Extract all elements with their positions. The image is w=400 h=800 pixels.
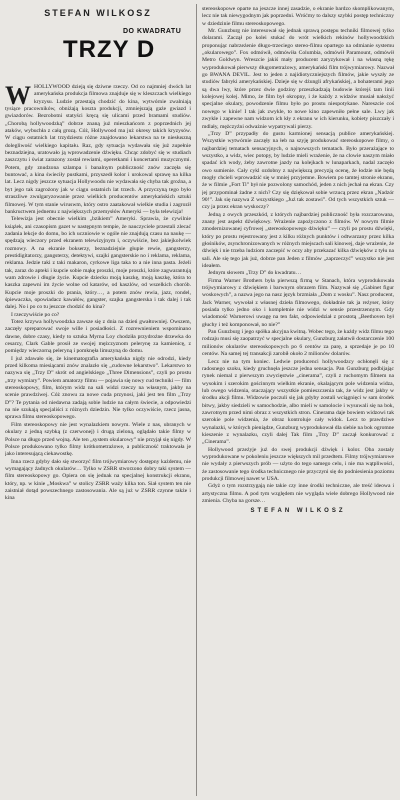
paragraph: Firma Warner Brothers była pierwszą firmą w Stanach, która wyprodukowała trójwymiarowy z dźwiękiem i barwnym obrazem film. Nazywał się „Gabinet figur woskowych”, a nazwa jego na nasz język brzmiała „Dom z wosku”. Nasz producent, Jack Warner, wywołał z własnej dzieła filmowego, dokładnie tak ja reżyser, który posiada tylko jedno oko i kompletnie nie widzi w sensie przestrzennym. Gdy wiadomość Warnerowi uwagę na ten fakt, odpowiedział z prostotą „Beethoven był głuchy i też komponował, no nie?” xyxy=(202,277,394,328)
right-body-text xyxy=(202,6,394,505)
paragraph: Gdyż o tym rozstrzygają nie takie czy inne środki techniczne, ale treść ideowa i artystyczna filmu. A pod tym względem nie wygląda wiele dobrego Hollywood nie zmienia. Chyba na gorsze… xyxy=(202,483,394,505)
paragraph: I już zdawało się, że kinematografia amerykańska nigdy nie odrodzi, kiedy przed kilkoma miesiącami znów znalazło się „cudowne lekarstwo”. Lekarstwo to nazywa się „Trzy D” skrót od angielskiego „Three Dimensions”, czyli po prostu „trzy wymiary”. Powiem amatorzy filmu — pojawia się nowy cud techniki — film stereoskopowy, film, którym widz na sali widzi rzeczy na własnym, jakby na scenie prawdziwej. Cóż znowu za nowe cuda przynosi, jaki jest ten film „Trzy D”? Te pytania od niedawna zadają sobie ludzie na całym świecie, a odpowiedzi na nie szukają specjaliści z różnych dziedzin. Nie tylko oczywiście, rzecz jasna, sprawa filmu stereoskopowego. xyxy=(5,355,191,421)
right-column xyxy=(202,6,394,796)
paragraph: Mr. Gunzburg nie interesował się jednak sprawą postępu techniki filmowej tylko dolarami. Zaczął po kolei stukać do wrót wielkich rekinów hollywoodzkich proponując nabrzeżenie długo-trzeciego stereo-filmu opartego na odmianie systemu „okularowego”. Fox odmówił, odmówiła Columbia, odmówił Paramount, odmówił Metro Goldwyn. Wreszcie jakiś mały producent zaryzykował i na własną rękę wyprodukował pierwszy długometrażowy, amerykański film trójwymiarowy. Nazwał go BWANA DEVIL. Jest to jeden z najidiotyczniejszych filmów, jakie wyszły ze studiów fabryki amerykańskiej. Dzieje się w dżungli afrykańskiej, a bohaterami jego są dwa lwy, które przez dwie godziny przeszkadzają budowie którejś tam linii kolejowej kolej. Mimo, że film był okropny, i że każdy z widzów musiał nałożyć specjalne okulary, powodzenie filmu było po prostu niespotykane. Nareszcie coś nowego w kinie! I tak jak zwykle, to nowe kino zapewniło pełne sale. Lwy jak zwykle i zapewne nam widzom ich kły z ekranu w ich kierunku, kobiety piszczały i mdlały, mężczyźni odważnie wypatrywali pierzy. xyxy=(202,28,394,130)
paragraph: Telewizja jest obecnie wielkim „bzikiem” Ameryki. Sprawia, że cywilnie książek, ani czasopism gazet w następnym tempie, że nauczyciele przestali zlecać zadania lekcje do domu, bo ich uczniowie w ogóle nie znajdują czasu na naukę — spędzają wieczory przed ekranem telewizyjnym i, oczywiście, bez jakiejkolwiek rozmowy. A na ekranie bokserzy, beznadziejnie głupie rewie, gangsterzy, prestidigitatorzy, gangsterzy, detektywi, szajki gangsterskie no i reklama, reklama, reklama. Jedzie taki z taki makaron, cyrkowe liga taka to a nie inna pasta. Jeżeli tak, zaraz do apteki i kupcie sobie mąkę proszki, moje proszki, które zagwarantują wam zdrowie i długie życie. Kupcie dziecku moją kaszkę, moją kaszkę, która to kaszka zapewni im życie wolne od katarów, od kaszlów, od wszelkich chorób. Kupcie moje proszki do prania, który…, a potem znów rewia, jazz, rondel, śpiewaczka, opowiadacz kawałów, gangster, szajka gangsterska i tak dalej i tak dalej. No i po co tu jeszcze chodzić do kina? xyxy=(5,216,191,311)
paragraph: stereoskopowe oparte na jeszcze innej zasadzie, o ekranie bardzo skomplikowanym, lecz nie tak niewygodnym jak poprzedni. Wróćmy to dalszy szybki postęp techniczny w dziedzinie filmu stereoskopowego. xyxy=(202,6,394,27)
paragraph: Jedną z owych przeszkód, z których najbardziej publiczność była rozczarowana, znany jest aspekt dźwiękowy. Wrażenie zapożyczono z filmów. W nowym filmie zmodernizowanej cyfrowej „stereoskopowego dźwięku” — czyli po prostu dźwięki, który po prostu rejestrowany jest z kilku różnych punktów i odtwarzany przez kilka głośników, zsynchronizowanych w różnych miejscach sali kinowej, daje wrażenie, że dźwięk i nie trzeba ludziom zaczepić w oczy aby przekazać kilka dźwięków z tyłu na sali. Ale się tego jak już, dobrze pan Jeden z filmów „zaprzeczyć” wszystko nie jest ideałem. xyxy=(202,211,394,270)
drop-cap: W xyxy=(5,81,31,110)
paragraph: Jednym słowem „Trzy D” do kwadratu… xyxy=(208,270,302,277)
paragraph: „Trzy D” przypadły do gustu karmionej sensacją publice amerykańskiej. Wszystkie wytwórnie zaczęły na łeb na szyję produkować stereoskopowe filmy, o najbardziej tematach sensacyjnych, o najnowszych tematach. Było przerażające to wszystko, a widz, wiec potopy, by ludzie mieli wrażenie, że na clowie naszym miało spadać ich wody, żeby zawrotne jazdy na kolejkach w lunaparkach, nadal zaczęło owo sumienie. Cały cykl ozdobny z największą precyzją ocenę, że łodzie nie będą mogły chcieli wprowadzić się w mniej przyjemne. Bowiem po tamtej stronie ekranu, że w filmie „Fort Ti” był nie pozwolony samochód, jeden z nich jechał na ekran. Czy jej przypominał żadne z nich? Czy się dziękował sobie wrzucą przez ekran „Nadzór 90!”. Jak się nazywa Z wszystkiego „Już tak zostawi”. Od tych wszystkich sztuk — czy ja przez ekran wyskoczy? xyxy=(202,130,394,211)
paragraph: WHOLLYWOOD dzieją się dziwne rzeczy. Od co najmniej dwóch lat amerykańska produkcja filmowa znajduje się w kleszczach wielkiego kryzysu. Ludzie przestają chodzić do kina, wytwórnie zwalniają tysiące pracowników, obniżają koszta produkcji, zmniejszają gaże gwiazd i gwiazdorów. Bezrobotni statyści kręcą się ulicami przed bramami studiów. „Chorobą hollywoodzką” dobrze znaną już mieszkańcom z poprzednich jej ataków, wybuchła z całą grozą. Cóż, Hollywood ma już okresy takich kryzysów. W ciągu ostatnich lat trzydziestu różne znajdowano lekarstwa na te niesłuszną dolegliwość wielkiego kapitału. Raz, gdy sytuacja wydawała się już zupełnie beznadziejna, uratowało ją wprowadzenie dźwięku. Chcąc zdobyć się w studiach zaszczytu i świat zarazony został rewiami, operetkami i koncertami muzycznymi. Potem, gdy znudzona szlampa i banalnym publiczność znów zaczęła się buntować, a kina świeciły pustkami, przyszedł kolor i urokowal sprawę na kilka lat. Lecz nigdy jeszcze sytuacja Hollywoodu nie wydawała się chyba tak groźna, a byt jego tak zagrożony jak w ciągu ostatnich lat trzech. A przyczyną tego było straszliwe zwulgaryzowanie przez wielkich producentów amerykańskich sztuki filmowej. W tym stanie wiruswm, który ostro zaatakował wielkie studia i zagroził bankructwem jednemu z największych przemysłów Ameryki — była telewizja! xyxy=(5,81,191,215)
paragraph: Lecz nie na tym koniec. Ledwie producenci hollywoodzcy ochłonęli się z radosnego szoku, kiedy gruchnęła jeszcze jedna sensacja. Pan Gunzburg podbijając rynek niemal z pierwszym zwycięstwie „cinerama”, czyli z ruchomym filmem na wysokim i szerokim gościnnym wielkim ekranie, okalającym pole widzenia widza, lub owego widzenia, otaczający wszystkie pomieszczenia tak, że widz jest jakby w środku akcji filmu. Widzowie poczuli się jak gdyby zostali wciągnięci w sam środek bitwy, jakby siedzieli w samochodzie, albo mieli w samolocie i wysuwali się na bok, zawrotnym przed nimi obraz z wszystkich stron. Cinerama daje bowiem widzowi tak szerokie pole widzenia, że obraz kontroluje cały widok. Lecz to prawdziwe wynalazki, w których pieniądze, Gunzburg wyprodukował dla siebie na bok ogromne kieszenie z wynalazku, czyli dalej Tak film „Trzy D” zaczął konkurować z „Cinerama”. xyxy=(202,358,394,446)
paragraph: Totez krzywa hollywoodzka zawsze się z dnia na dzień gwałtowniej. Owszem, zaczęły spreparować swoje wille i posiadłości. Z rozrewnieniem wspominano dawne, dobre czasy, kiedy to sztuka Myrna Loy chodziła przydrożne drzewka do cesarzy, Clark Gable prosił ze swojej mężczyznom pelerynę za kamienicę, z pomiędzy wieczorną peleryną i pomknęła limuzyną do domu. xyxy=(5,319,191,355)
author-byline: STEFAN WILKOSZ xyxy=(44,8,152,18)
paragraph: Inna rzecz gdyby dało się stworzyć film trójwymiarowy dostępny każdemu, nie wymagający żadnych okularów… Tylko w ZSRR stworzono dobry taki system — film stereoskopowy go. Opiera on się jednak na specjalnej konstrukcji ekranu, który, np. w kinie „Moskwa” w stolicy ZSRR waży kilka ton. Siał system ten nie zaistniał dotąd powszechnego zastosowania. Ale są już w ZSRR czynne także i kina xyxy=(5,458,191,502)
article-subtitle: DO KWADRATU xyxy=(123,28,182,35)
left-body-text xyxy=(5,81,191,503)
left-column xyxy=(5,6,191,796)
article-title: TRZY D xyxy=(63,36,156,63)
column-divider xyxy=(196,4,197,796)
paragraph: Hollywood przeżyje już do swej produkcji dźwięk i kolor. Oba zostały wyprodukowane w pokoleniu jeszcze większych mil przedtem. Filmy trójwymiarowe nie wydały z pierwszych prób — użyto do tego samego celu, i nie ma wątpliwości, że zastosowanie tego środka technicznego nie przyczyni się do podniesienia poziomu produkcji filmowej nawet w USA. xyxy=(202,446,394,482)
headline xyxy=(5,28,191,84)
paragraph: Pan Gunzburg i jego spółka akcyjna kwitną. Wobec tego, że każdy widz filmu tego rodzaju musi się zaopatrzyć w specjalne okulary, Gunzburg załatwił dostarczenie 100 milionów okularów stereoskopowych po 6 centów za parę, a sprzedaje je po 10 centów. Na samej tej transakcji zarobił około 2 milionów dolarów. xyxy=(202,329,394,358)
author-signature: STEFAN WILKOSZ xyxy=(250,508,346,515)
paragraph: Film stereoskopowy nie jest wynalazkiem nowym. Wiele z nas, ubranych w okulary z jedną szybką (z czerwonej) i drugą zieloną, oglądało takie filmy w Polsce na długo przed wojną. Ale ten „system okularowy” nie przyjął się nigdy. W Polsce produkowano tylko filmy krótkometrażowe, a publiczność traktowała je jako interesującą ciekawostkę. xyxy=(5,421,191,458)
paragraph: I rzeczywiście po co? xyxy=(11,311,60,318)
